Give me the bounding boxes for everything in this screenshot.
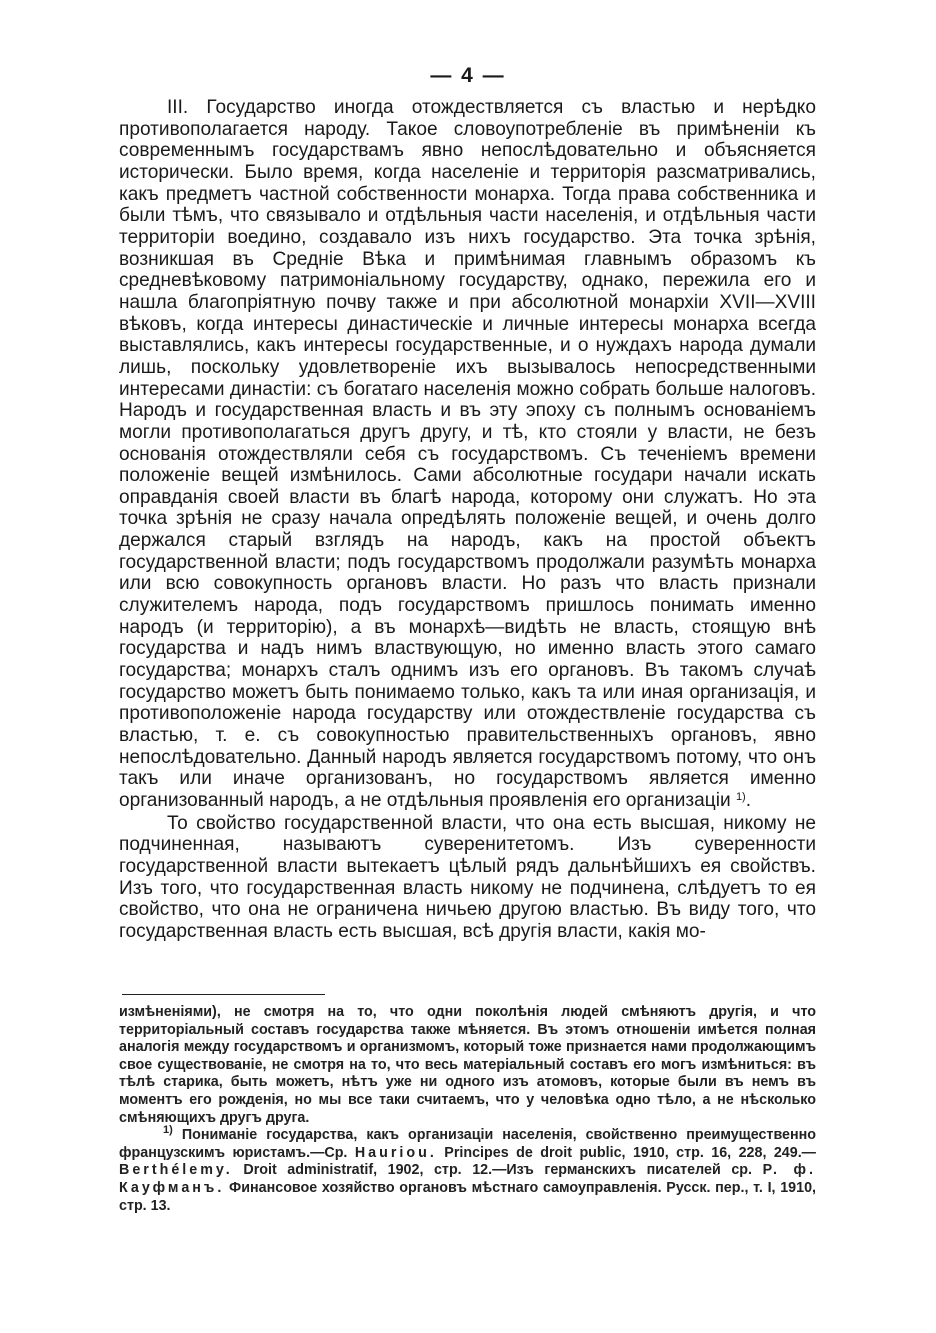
footnote-text: Пониманіе государства, какъ организаціи населенія, свойственно преимущественно французскимъ юристамъ.—Ср. [119,1127,816,1161]
main-text [119,97,816,943]
paragraph [119,97,816,812]
paragraph-end: . [745,790,752,811]
footnote-text: Droit administratif, 1902, стр. 12.—Изъ германскихъ писателей ср. [243,1162,752,1179]
page-number: — 4 — [430,64,506,87]
footnote-marker: 1) [163,1124,173,1137]
footnote-reference: 1) [735,791,746,803]
footnote-text: Principes de droit public, 1910, стр. 16, 228, 249.— [444,1144,816,1161]
paragraph: То свойство государственной власти, что она есть высшая, никому не подчиненная, называютъ суверенитетомъ. Изъ суверенности государственной власти вытекаетъ цѣлый рядъ дальнѣйшихъ ея свойствъ. Изъ того, что государственная власть никому не подчинена, слѣдуетъ то ея свойство, что она не ограничена ничьею другою властью. Въ виду того, что государственная власть есть высшая, всѣ другія власти, какія мо- [119,812,816,942]
footnote-continuation: измѣненіями), не смотря на то, что одни поколѣнія людей смѣняютъ другія, и что территоріальный составъ государства также мѣняется. Въ этомъ отношеніи имѣется полная аналогія между государствомъ и организмомъ, который тоже признается нами продолжающимъ свое существованіе, не смотря на то, что весь матеріальный составъ его могъ измѣниться: въ тѣлѣ старика, быть можетъ, нѣтъ уже ни одного изъ атомовъ, которые были въ немъ въ моментъ его рожденія, но мы все таки считаемъ, что у человѣка одно тѣло, а не нѣсколько смѣняющихъ другъ друга. [119,1004,816,1126]
paragraph-text: III. Государство иногда отождествляется съ властью и нерѣдко противополагается народу. Такое словоупотребленіе въ примѣненіи къ современнымъ государствамъ явно непослѣдовательно и объясняется исторически. Было время, когда населеніе и территорія разсматривались, какъ предметъ частной собственности монарха. Тогда права собственника и были тѣмъ, что связывало и отдѣльныя части населенія, и отдѣльныя части территоріи воедино, создавало изъ нихъ государство. Эта точка зрѣнія, возникшая въ Средніе Вѣка и примѣнимая главнымъ образомъ къ средневѣковому патримоніальному государству, однако, пережила его и нашла благопріятную почву также и при абсолютной монархіи XVII—XVIII вѣковъ, когда интересы династическіе и личные интересы монарха всегда выставлялись, какъ интересы государственные, и о нуждахъ народа думали лишь, поскольку удовлетвореніе ихъ вызывалось непосредственными интересами династіи: съ богатаго населенія можно собрать больше налоговъ. Народъ и государственная власть и въ эту эпоху съ полнымъ основаніемъ могли противополагаться другъ другу, и тѣ, кто стояли у власти, не безъ основанія отождествляли себя съ государствомъ. Съ теченіемъ времени положеніе вещей измѣнилось. Сами абсолютные государи начали искать оправданія своей власти въ благѣ народа, которому они служатъ. Но эта точка зрѣнія не сразу начала опредѣлять положеніе вещей, и очень долго держался старый взглядъ на народъ, какъ на простой объектъ государственной власти; подъ государствомъ продолжали разумѣть монарха или всю совокупность органовъ власти. Но разъ что власть признали служителемъ народа, подъ государствомъ пришлось понимать именно народъ (и территорію), а въ монархѣ—видѣть не власть, стоящую внѣ государства и надъ нимъ властвующую, но именно власть этого самаго государства; монархъ сталъ однимъ изъ его органовъ. Въ такомъ случаѣ государство можетъ быть понимаемо только, какъ та или иная организація, и противоположеніе народа государству или отождествленіе государства съ властью, т. е. съ совокупностью правительственныхъ органовъ, явно непослѣдовательно. Данный народъ является государствомъ потому, что онъ такъ или иначе организованъ, но государствомъ является именно организованный народъ, а не отдѣльныя проявленія его организаціи [119,97,816,811]
footnote-separator [122,994,325,995]
footnote-text: Финансовое хозяйство органовъ мѣстнаго самоуправленія. Русск. пер., т. I, 1910, стр. 13. [119,1179,816,1214]
author-name: Р. ф. Кауфманъ. [119,1162,816,1196]
footnote-1 [119,1124,816,1215]
author-name: Hauriou. [354,1144,437,1161]
author-name: Berthélemy. [119,1162,233,1179]
footnotes [119,1004,816,1215]
